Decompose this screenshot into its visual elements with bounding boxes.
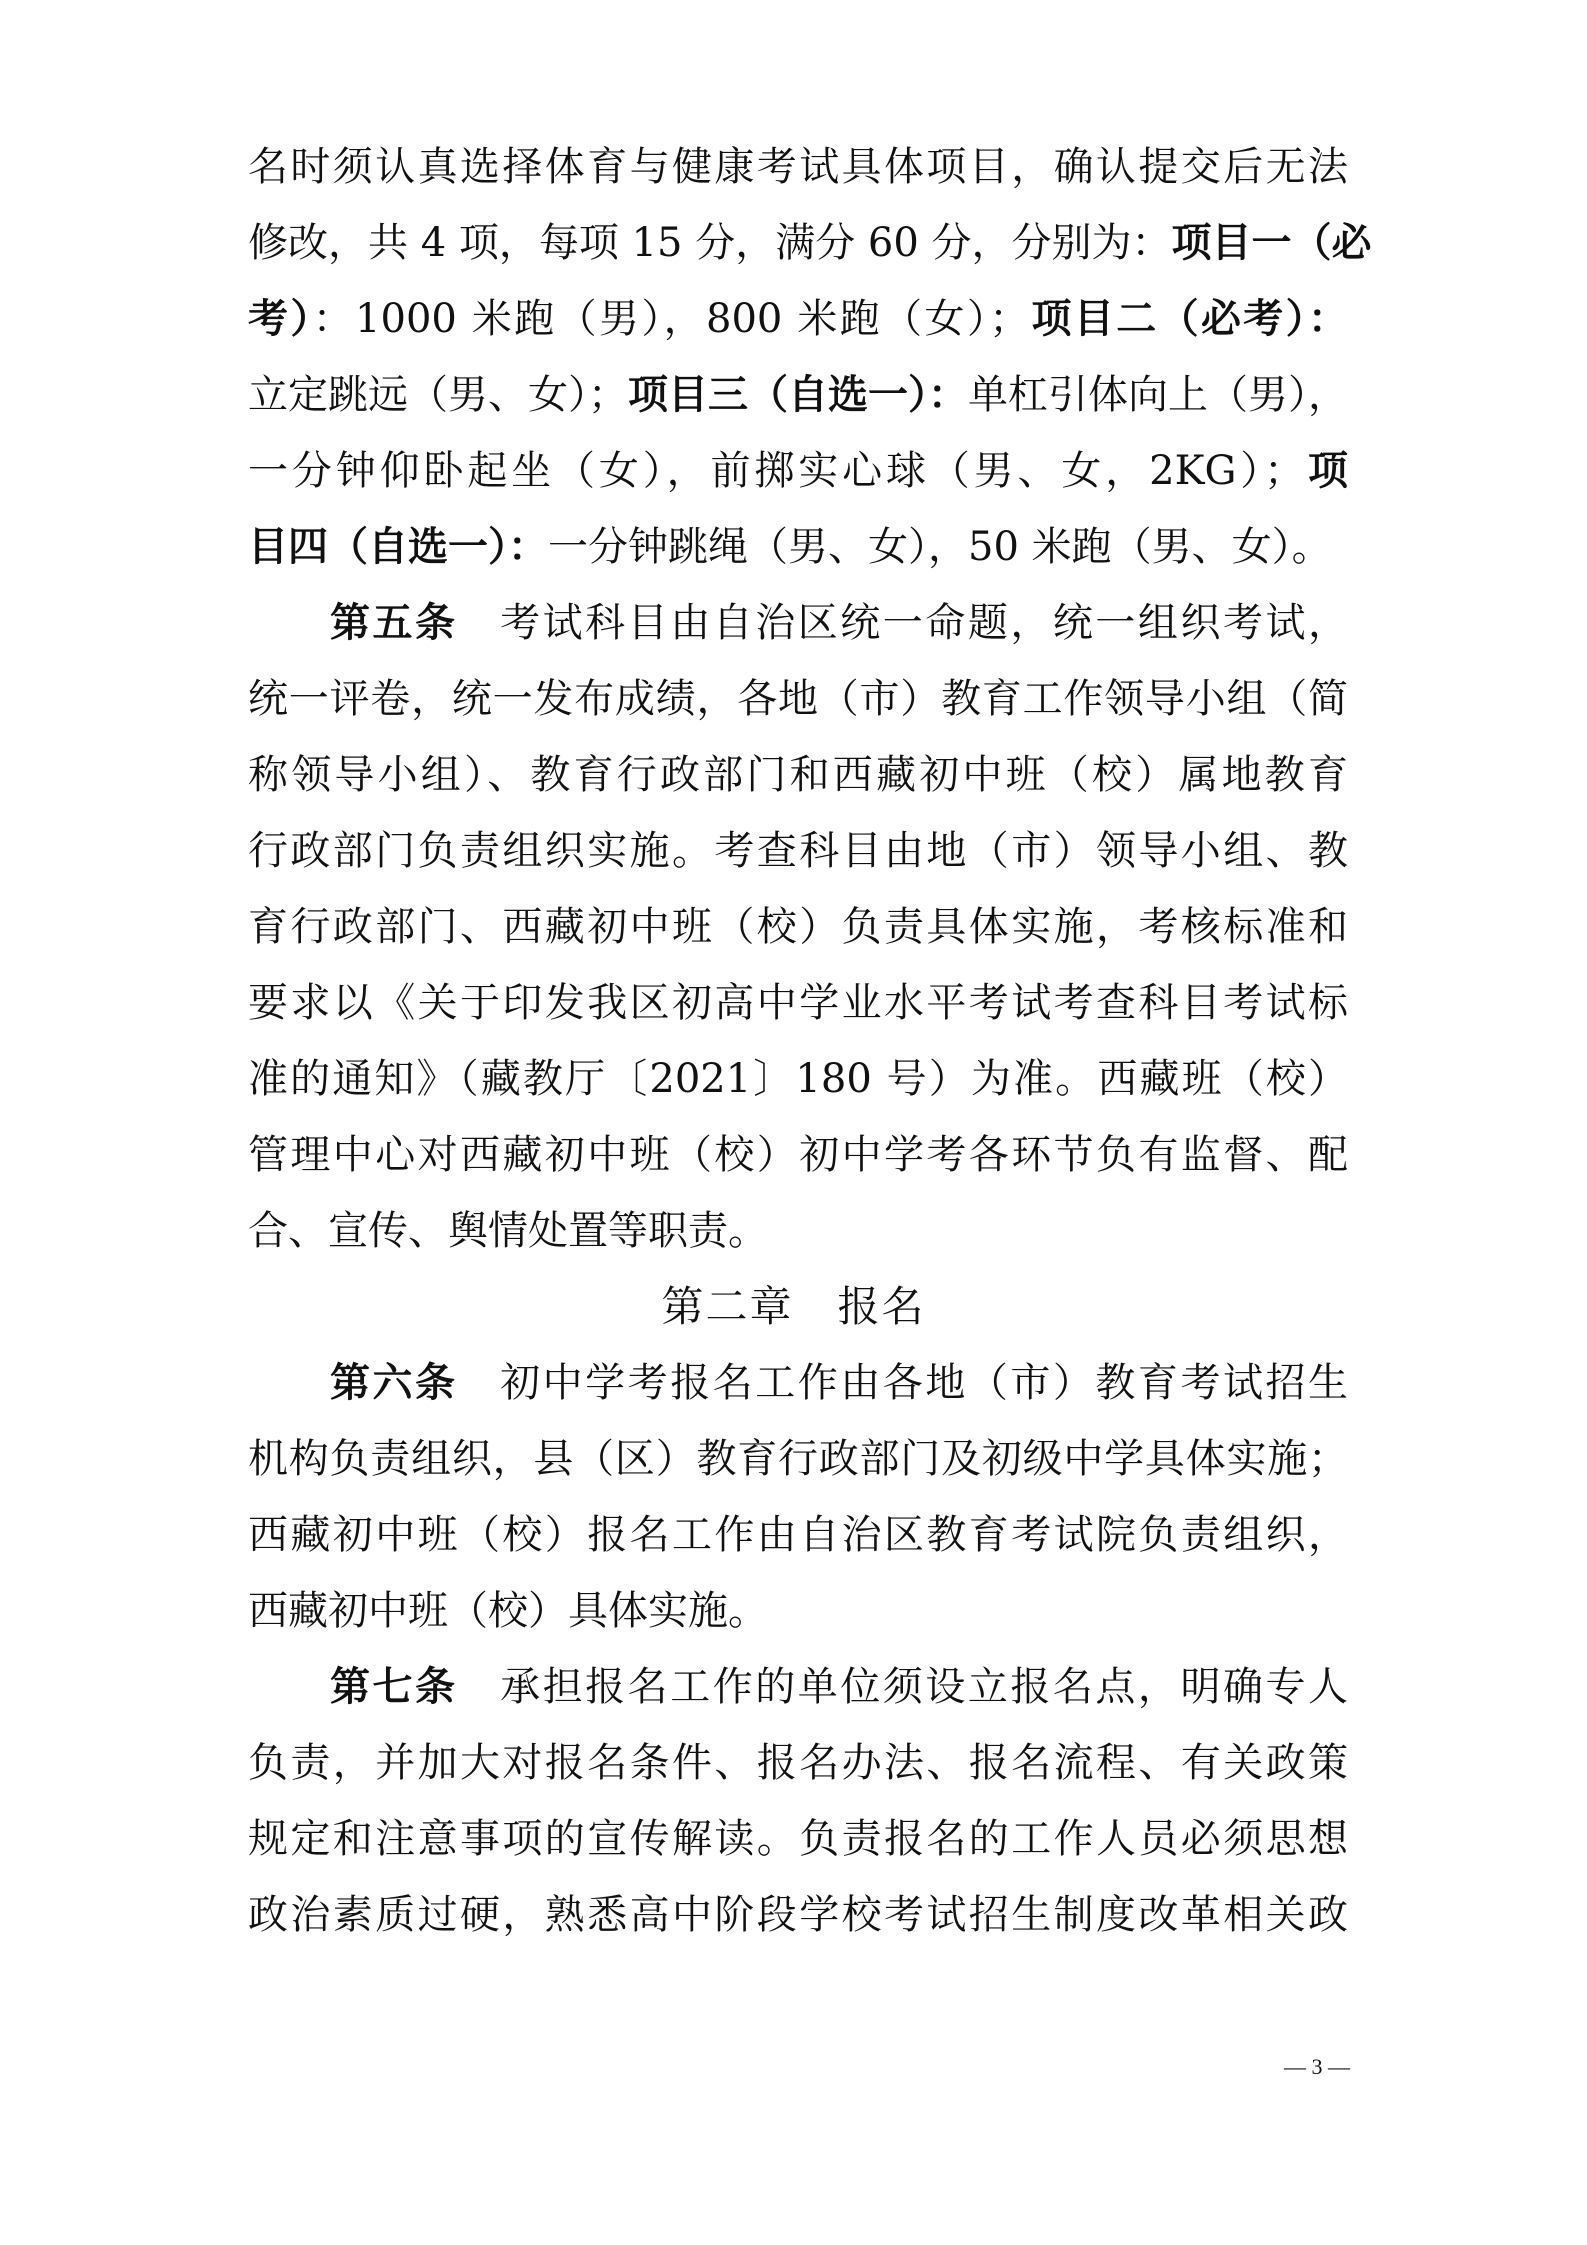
text-line: 一分钟仰卧起坐（女），前掷实心球（男、女，2KG）；项 [248,447,1348,494]
article-5-title: 第五条 [330,599,458,646]
article-5-first-line: 第五条 考试科目由自治区统一命题，统一组织考试， [330,599,1349,646]
text-line: 准的通知》（藏教厅〔2021〕180 号）为准。西藏班（校） [248,1056,1348,1102]
text-line: 机构负责组织，县（区）教育行政部门及初级中学具体实施； [248,1436,1348,1482]
text-line: 目四（自选一）：一分钟跳绳（男、女），50 米跑（男、女）。 [248,523,1332,570]
article-7-first-line: 第七条 承担报名工作的单位须设立报名点，明确专人 [330,1663,1349,1710]
text-line: 负责，并加大对报名条件、报名办法、报名流程、有关政策 [248,1740,1348,1786]
text-line: 要求以《关于印发我区初高中学业水平考试考查科目考试标 [248,980,1348,1026]
article-6-title: 第六条 [330,1359,458,1406]
text-line: 合、宣传、舆情处置等职责。 [248,1208,768,1254]
text-line: 规定和注意事项的宣传解读。负责报名的工作人员必须思想 [248,1816,1348,1862]
text-line: 统一评卷，统一发布成绩，各地（市）教育工作领导小组（简 [248,676,1348,722]
page-number: — 3 — [1284,2054,1350,2079]
article-7-title: 第七条 [330,1663,458,1710]
text-line: 称领导小组）、教育行政部门和西藏初中班（校）属地教育 [248,752,1348,798]
text-line: 立定跳远（男、女）；项目三（自选一）：单杠引体向上（男）， [248,371,1348,418]
text-line: 行政部门负责组织实施。考查科目由地（市）领导小组、教 [248,828,1348,874]
article-6-first-line: 第六条 初中学考报名工作由各地（市）教育考试招生 [330,1359,1349,1406]
text-line: 西藏初中班（校）报名工作由自治区教育考试院负责组织， [248,1512,1348,1558]
text-line: 修改，共 4 项，每项 15 分，满分 60 分，分别为：项目一（必 [248,219,1372,266]
text-line: 育行政部门、西藏初中班（校）负责具体实施，考核标准和 [248,904,1348,950]
text-line: 政治素质过硬，熟悉高中阶段学校考试招生制度改革相关政 [248,1892,1348,1938]
text-line: 管理中心对西藏初中班（校）初中学考各环节负有监督、配 [248,1132,1348,1178]
text-line: 考）：1000 米跑（男），800 米跑（女）；项目二（必考）： [248,295,1349,342]
chapter-heading: 第二章 报名 [661,1282,926,1331]
text-line: 名时须认真选择体育与健康考试具体项目，确认提交后无法 [248,144,1348,190]
text-line: 西藏初中班（校）具体实施。 [248,1588,768,1634]
